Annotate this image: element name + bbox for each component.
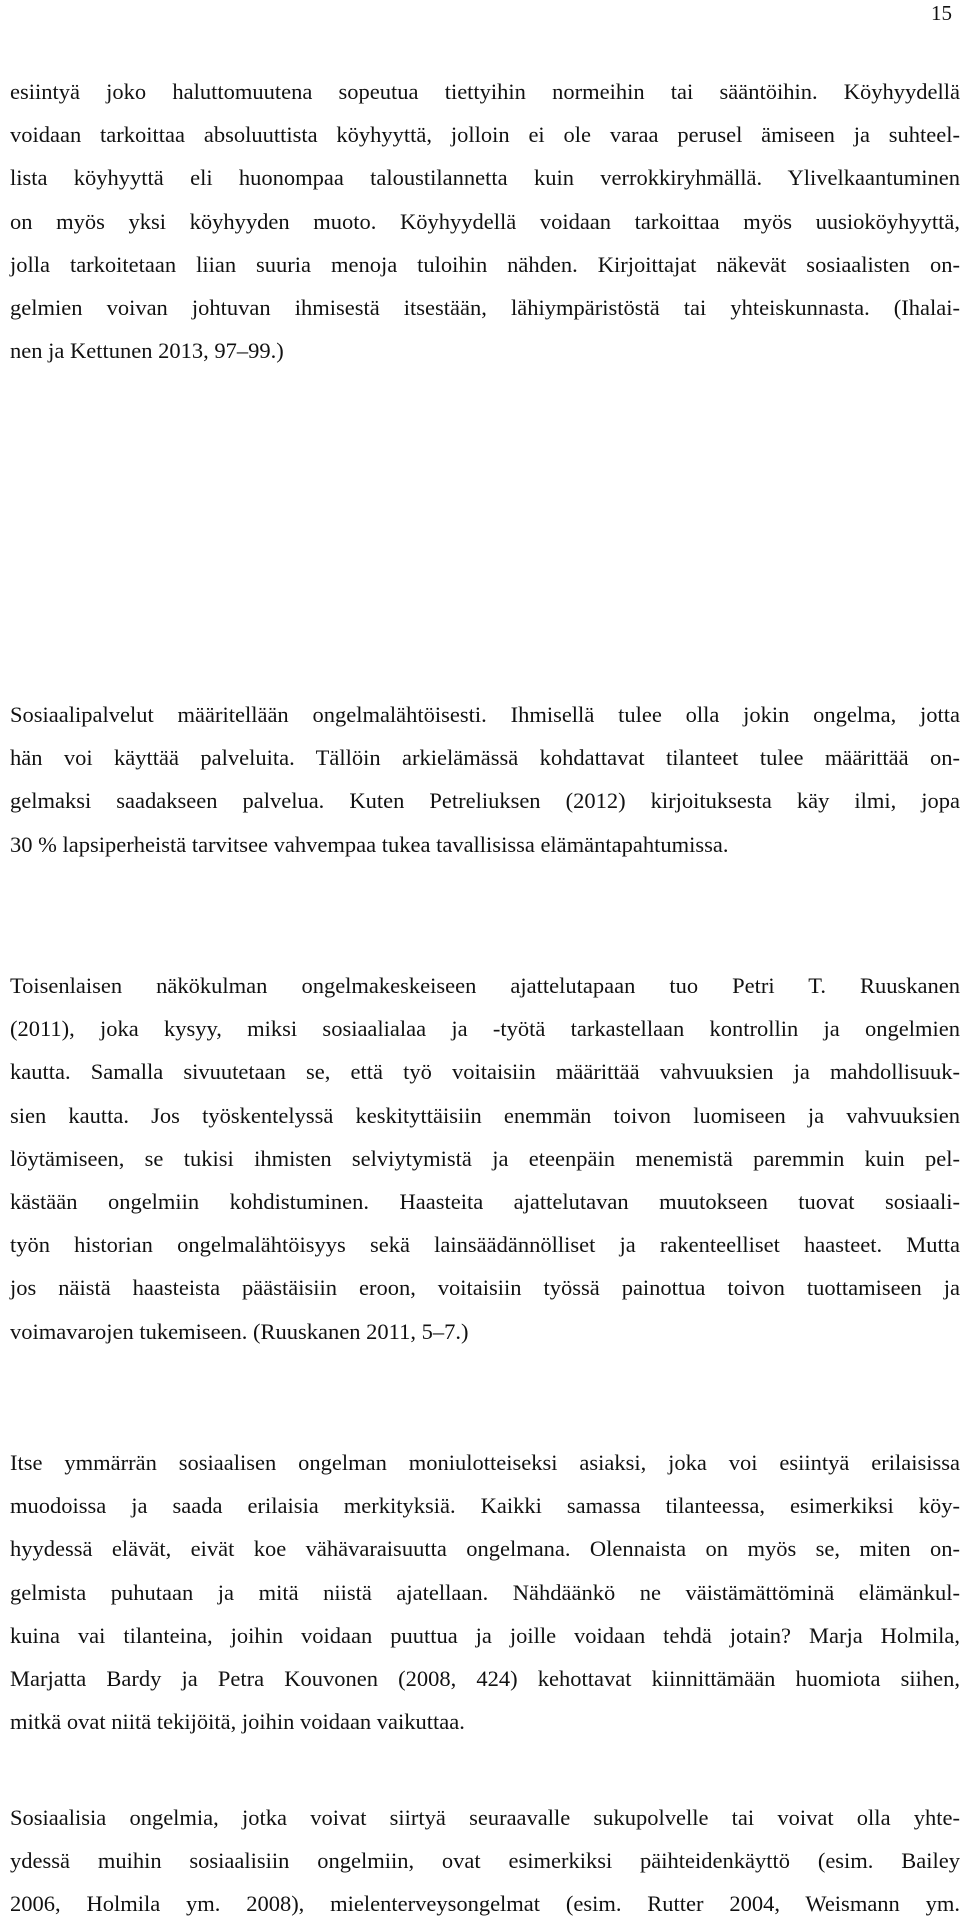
text-line: gelmista puhutaan ja mitä niistä ajatellaan. Nähdäänkö ne väistämättöminä elämänkul- bbox=[10, 1579, 960, 1605]
paragraph-ruuskanen-perspective bbox=[10, 964, 960, 1353]
text-line: Toisenlaisen näkökulman ongelmakeskeiseen ajattelutapaan tuo Petri T. Ruuskanen bbox=[10, 973, 960, 998]
text-line: nen ja Kettunen 2013, 97–99.) bbox=[10, 338, 284, 364]
text-line: Sosiaalipalvelut määritellään ongelmalähtöisesti. Ihmisellä tulee olla jokin ongelma, jotta bbox=[10, 702, 960, 727]
text-line: kästään ongelmiin kohdistuminen. Haasteita ajattelutavan muutokseen tuovat sosiaali- bbox=[10, 1188, 960, 1214]
text-line: (2011), joka kysyy, miksi sosiaalialaa ja -työtä tarkastellaan kontrollin ja ongelmien bbox=[10, 1016, 960, 1042]
text-line: 2006, Holmila ym. 2008), mielenterveysongelmat (esim. Rutter 2004, Weismann ym. bbox=[10, 1891, 960, 1917]
paragraph-intergenerational-problems bbox=[10, 1796, 960, 1926]
text-line: sien kautta. Jos työskentelyssä keskityttäisiin enemmän toivon luomiseen ja vahvuuksien bbox=[10, 1102, 960, 1128]
text-line: muodoissa ja saada erilaisia merkityksiä. Kaikki samassa tilanteessa, esimerkiksi köy- bbox=[10, 1493, 960, 1519]
text-line: hyydessä elävät, eivät koe vähävaraisuutta ongelmana. Olennaista on myös se, miten on- bbox=[10, 1536, 960, 1562]
paragraph-poverty-definitions bbox=[10, 70, 960, 372]
text-line: 30 % lapsiperheistä tarvitsee vahvempaa tukea tavallisissa elämäntapahtumissa. bbox=[10, 831, 729, 857]
text-line: kuina vai tilanteina, joihin voidaan puuttua ja joille voidaan tehdä jotain? Marja Holmila, bbox=[10, 1622, 960, 1648]
text-line: kautta. Samalla sivuutetaan se, että työ voitaisiin määrittää vahvuuksien ja mahdollisuuk- bbox=[10, 1059, 960, 1085]
text-line: esiintyä joko haluttomuutena sopeutua tiettyihin normeihin tai sääntöihin. Köyhyydellä bbox=[10, 79, 960, 104]
text-line: voidaan tarkoittaa absoluuttista köyhyyttä, jolloin ei ole varaa perusel ämiseen ja suhteel- bbox=[10, 122, 960, 148]
text-line: työn historian ongelmalähtöisyys sekä lainsäädännölliset ja rakenteelliset haasteet. Mutta bbox=[10, 1232, 960, 1258]
text-line: Itse ymmärrän sosiaalisen ongelman moniulotteiseksi asiaksi, joka voi esiintyä erilaisissa bbox=[10, 1450, 960, 1475]
page-number: 15 bbox=[931, 1, 952, 25]
text-line: lista köyhyyttä eli huonompaa taloustilannetta kuin verrokkiryhmällä. Ylivelkaantuminen bbox=[10, 165, 960, 191]
paragraph-social-services bbox=[10, 693, 960, 866]
text-line: Sosiaalisia ongelmia, jotka voivat siirtyä seuraavalle sukupolvelle tai voivat olla yhte- bbox=[10, 1805, 960, 1830]
text-line: mitkä ovat niitä tekijöitä, joihin voidaan vaikuttaa. bbox=[10, 1709, 465, 1735]
text-line: Marjatta Bardy ja Petra Kouvonen (2008, 424) kehottavat kiinnittämään huomiota siihen, bbox=[10, 1665, 960, 1691]
text-line: ydessä muihin sosiaalisiin ongelmiin, ovat esimerkiksi päihteidenkäyttö (esim. Bailey bbox=[10, 1848, 960, 1874]
text-line: jos näistä haasteista päästäisiin eroon, voitaisiin työssä painottua toivon tuottamiseen ja bbox=[10, 1275, 960, 1301]
text-line: jolla tarkoitetaan liian suuria menoja tuloihin nähden. Kirjoittajat näkevät sosiaalisten on- bbox=[10, 251, 960, 277]
text-line: gelmaksi saadakseen palvelua. Kuten Petreliuksen (2012) kirjoituksesta käy ilmi, jopa bbox=[10, 788, 960, 814]
text-line: hän voi käyttää palveluita. Tällöin arkielämässä kohdattavat tilanteet tulee määrittää on- bbox=[10, 745, 960, 771]
text-line: on myös yksi köyhyyden muoto. Köyhyydellä voidaan tarkoittaa myös uusioköyhyyttä, bbox=[10, 208, 960, 234]
text-line: gelmien voivan johtuvan ihmisestä itsestään, lähiympäristöstä tai yhteiskunnasta. (Ihalai- bbox=[10, 294, 960, 320]
text-line: löytämiseen, se tukisi ihmisten selviytymistä ja eteenpäin menemistä paremmin kuin pel- bbox=[10, 1145, 960, 1171]
text-line: voimavarojen tukemiseen. (Ruuskanen 2011, 5–7.) bbox=[10, 1318, 469, 1344]
paragraph-own-understanding bbox=[10, 1441, 960, 1743]
